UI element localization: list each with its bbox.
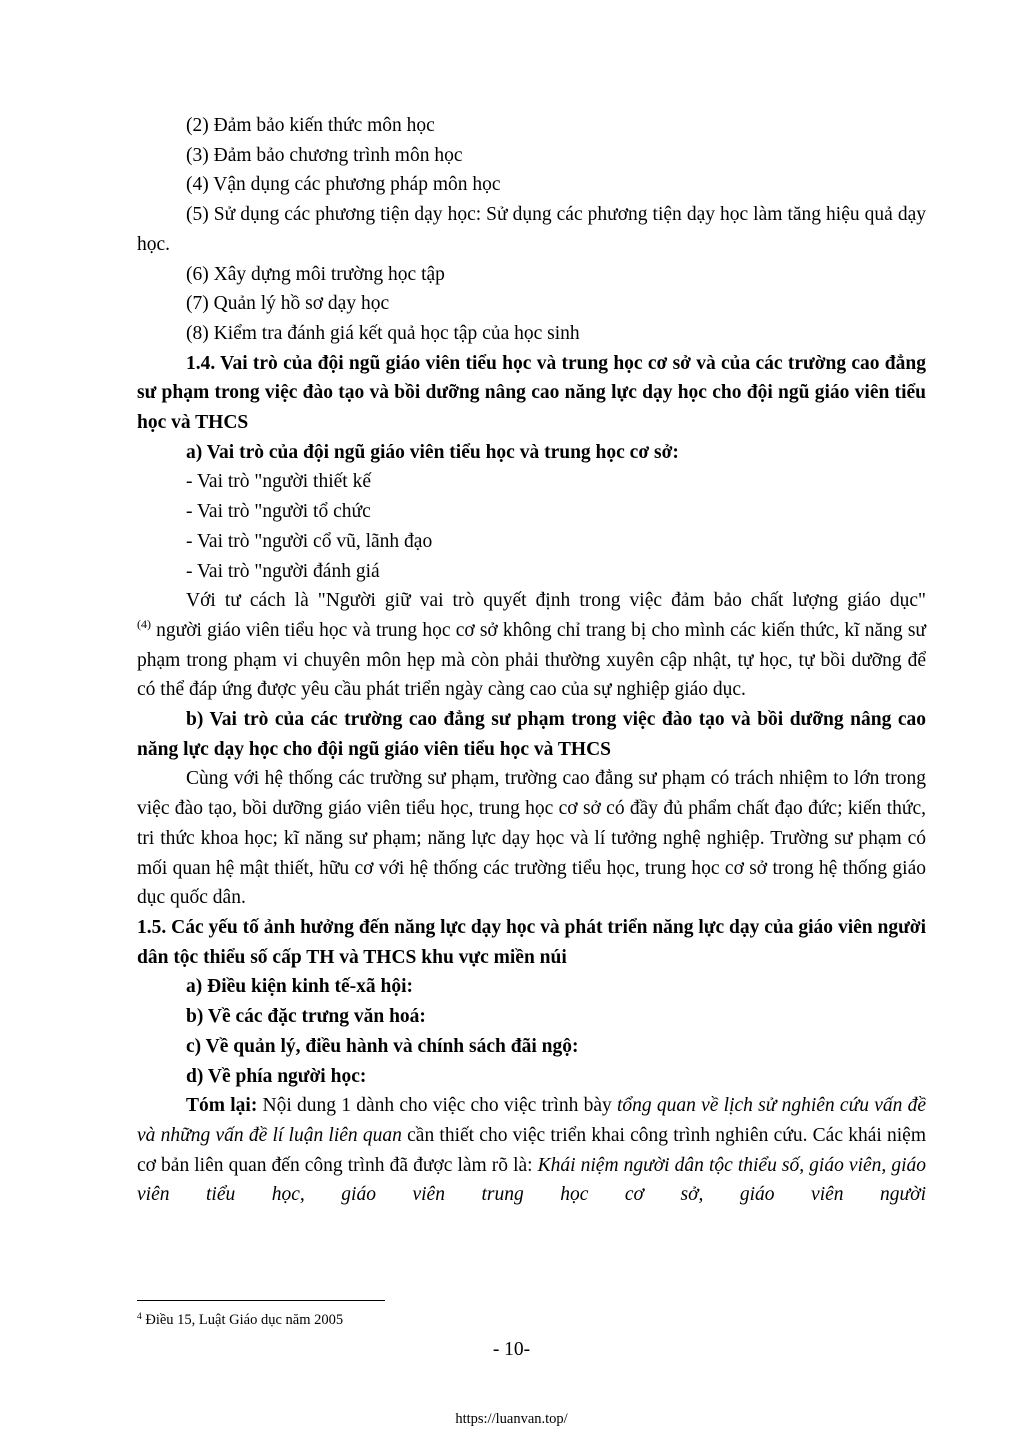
factor-item: b) Về các đặc trưng văn hoá:	[186, 1006, 426, 1028]
footnote-text: Điều 15, Luật Giáo dục năm 2005	[141, 1312, 344, 1328]
role-item: - Vai trò "người đánh giá	[186, 560, 380, 582]
list-item: (4) Vận dụng các phương pháp môn học	[186, 174, 501, 196]
role-item: - Vai trò "người thiết kế	[186, 471, 371, 493]
subsection-a-heading: a) Vai trò của đội ngũ giáo viên tiểu học và trung học cơ sở:	[186, 441, 679, 463]
list-item: (7) Quản lý hồ sơ dạy học	[186, 293, 390, 315]
factor-item: d) Về phía người học:	[186, 1065, 367, 1087]
role-item: - Vai trò "người tổ chức	[186, 501, 371, 523]
role-item: - Vai trò "người cổ vũ, lãnh đạo	[186, 530, 433, 552]
footnote	[137, 1311, 343, 1329]
teacher-role-text: người giáo viên tiểu học và trung học cơ sở không chỉ trang bị cho mình các kiến thức, kĩ năng sư phạm trong phạm vi chuyên môn hẹp mà còn phải thường xuyên cập nhật, tự học, tự bồi dưỡng để có thể đáp ứng được yêu cầu phát triển ngày càng cao của sự nghiệp giáo dục.	[137, 619, 926, 701]
page-body	[137, 111, 926, 1210]
section-heading-1-5: 1.5. Các yếu tố ảnh hưởng đến năng lực dạy học và phát triển năng lực dạy của giáo viên người dân tộc thiểu số cấp TH và THCS khu vực miền núi	[137, 916, 926, 968]
summary-label: Tóm lại:	[186, 1095, 258, 1117]
list-item: (6) Xây dựng môi trường học tập	[186, 263, 445, 285]
footnote-reference: (4)	[137, 616, 151, 631]
summary-italic-text: tổng quan về lịch sử nghiên cứu vấn đề và những vấn đề lí luận liên quan	[137, 1095, 926, 1146]
list-item: (3) Đảm bảo chương trình môn học	[186, 144, 463, 166]
section-heading-1-4: 1.4. Vai trò của đội ngũ giáo viên tiểu học và trung học cơ sở và của các trường cao đẳng sư phạm trong việc đào tạo và bồi dưỡng nâng cao năng lực dạy học cho đội ngũ giáo viên tiểu học và THCS	[137, 352, 926, 434]
factor-item: c) Về quản lý, điều hành và chính sách đãi ngộ:	[186, 1035, 579, 1057]
footnote-divider	[137, 1300, 385, 1301]
college-role-paragraph: Cùng với hệ thống các trường sư phạm, trường cao đẳng sư phạm có trách nhiệm to lớn trong việc đào tạo, bồi dưỡng giáo viên tiểu học, trung học cơ sở có đầy đủ phẩm chất đạo đức; kiến thức, tri thức khoa học; kĩ năng sư phạm; năng lực dạy học và lí tưởng nghệ nghiệp. Trường sư phạm có mối quan hệ mật thiết, hữu cơ với hệ thống các trường tiểu học, trung học cơ sở trong hệ thống giáo dục quốc dân.	[137, 768, 926, 909]
teacher-role-paragraph	[137, 586, 926, 705]
list-item-5: (5) Sử dụng các phương tiện dạy học: Sử dụng các phương tiện dạy học làm tăng hiệu quả dạy học.	[137, 204, 926, 255]
list-item: (2) Đảm bảo kiến thức môn học	[186, 115, 435, 136]
summary-paragraph	[137, 1091, 926, 1210]
summary-italic-text: Khái niệm người dân tộc thiểu số, giáo viên, giáo viên tiểu học, giáo viên trung học cơ sở, giáo viên người	[137, 1154, 926, 1206]
list-item: (8) Kiểm tra đánh giá kết quả học tập của học sinh	[186, 322, 580, 344]
page-number: - 10-	[492, 1339, 531, 1360]
footnote-number: 4	[137, 1312, 142, 1322]
source-url: https://luanvan.top/	[455, 1411, 568, 1427]
teacher-role-line-1: Với tư cách là "Người giữ vai trò quyết định trong việc đảm bảo chất lượng giáo dục"	[186, 590, 926, 612]
summary-text: Nội dung 1 dành cho việc cho việc trình bày	[257, 1095, 618, 1117]
subsection-b-heading: b) Vai trò của các trường cao đẳng sư phạm trong việc đào tạo và bồi dưỡng nâng cao năng lực dạy học cho đội ngũ giáo viên tiểu học và THCS	[137, 709, 926, 760]
summary-text: cần thiết cho việc triển khai công trình nghiên cứu. Các khái niệm cơ bản liên quan đến công trình đã được làm rõ là:	[137, 1124, 926, 1176]
factor-item: a) Điều kiện kinh tế-xã hội:	[186, 976, 413, 998]
